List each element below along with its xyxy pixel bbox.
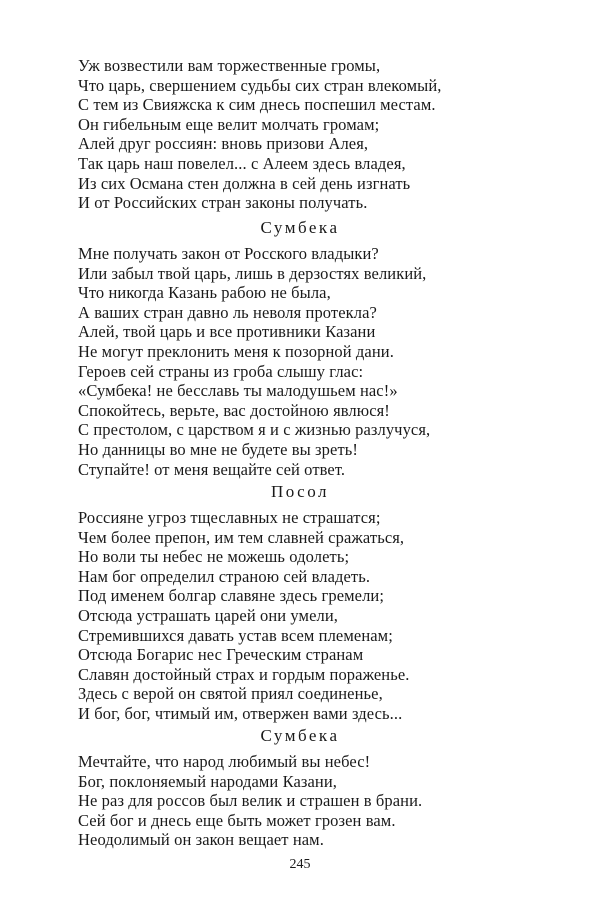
verse-line: Отсюда Богарис нес Греческим странам: [78, 645, 364, 665]
speaker-heading: Посол: [270, 482, 329, 501]
page-number: 245: [289, 857, 311, 872]
verse-line: Отсюда устрашать царей они умели,: [78, 605, 339, 625]
verse-line: Не могут преклонить меня к позорной дани.: [78, 341, 394, 361]
verse-line: Стремившихся давать устав всем племенам;: [78, 625, 393, 645]
verse-line: «Сумбека! не бесславь ты малодушьем нас!»: [78, 381, 398, 401]
stanza-4: [78, 752, 548, 850]
verse-line: Из сих Османа стен должна в сей день изгнать: [78, 173, 411, 193]
verse-line: Под именем болгар славяне здесь гремели;: [78, 586, 385, 606]
verse-line: Нам бог определил страною сей владеть.: [78, 566, 371, 586]
verse-line: Алей, твой царь и все противники Казани: [78, 322, 376, 342]
verse-line: Героев сей страны из гроба слышу глас:: [78, 361, 364, 381]
verse-line: Бог, поклоняемый народами Казани,: [78, 771, 338, 791]
verse-line: Что никогда Казань рабою не была,: [78, 283, 331, 303]
verse-line: Алей друг россиян: вновь призови Алея,: [78, 134, 369, 154]
verse-line: Не раз для россов был велик и страшен в брани.: [78, 791, 423, 811]
speaker-heading: Сумбека: [260, 726, 340, 745]
verse-line: Так царь наш повелел... с Алеем здесь владея,: [78, 153, 406, 173]
verse-line: Ступайте! от меня вещайте сей ответ.: [78, 459, 346, 479]
verse-line: А ваших стран давно ль неволя протекла?: [78, 302, 377, 322]
verse-line: Спокойтесь, верьте, вас достойною явлюся!: [78, 400, 390, 420]
verse-line: Но воли ты небес не можешь одолеть;: [78, 547, 350, 567]
verse-line: Но данницы во мне не будете вы зреть!: [78, 439, 358, 459]
verse-line: И бог, бог, чтимый им, отвержен вами здесь...: [78, 703, 403, 723]
verse-line: Здесь с верой он святой приял соединенье,: [78, 684, 383, 704]
verse-line: Или забыл твой царь, лишь в дерзостях великий,: [78, 263, 427, 283]
speaker-heading: Сумбека: [260, 218, 340, 237]
verse-line: Сей бог и днесь еще быть может грозен вам.: [78, 810, 396, 830]
stanza-1: [78, 56, 548, 213]
stanza-3: [78, 508, 548, 724]
verse-line: Чем более препон, им тем славней сражаться,: [78, 527, 405, 547]
verse-line: Он гибельным еще велит молчать громам;: [78, 114, 380, 134]
verse-line: Мне получать закон от Росского владыки?: [78, 244, 379, 263]
verse-line: Неодолимый он закон вещает нам.: [78, 830, 324, 850]
verse-line: С престолом, с царством я и с жизнью разлучуся,: [78, 420, 431, 440]
verse-line: Россияне угроз тщеславных не страшатся;: [78, 508, 381, 527]
verse-line: И от Российских стран законы получать.: [78, 193, 368, 213]
verse-line: С тем из Свияжска к сим днесь поспешил местам.: [78, 95, 436, 115]
verse-line: Славян достойный страх и гордым пораженье.: [78, 664, 410, 684]
verse-line: Уж возвестили вам торжественные громы,: [78, 56, 381, 75]
verse-line: Мечтайте, что народ любимый вы небес!: [78, 752, 371, 771]
stanza-2: [78, 244, 548, 479]
verse-line: Что царь, свершением судьбы сих стран влекомый,: [78, 75, 442, 95]
